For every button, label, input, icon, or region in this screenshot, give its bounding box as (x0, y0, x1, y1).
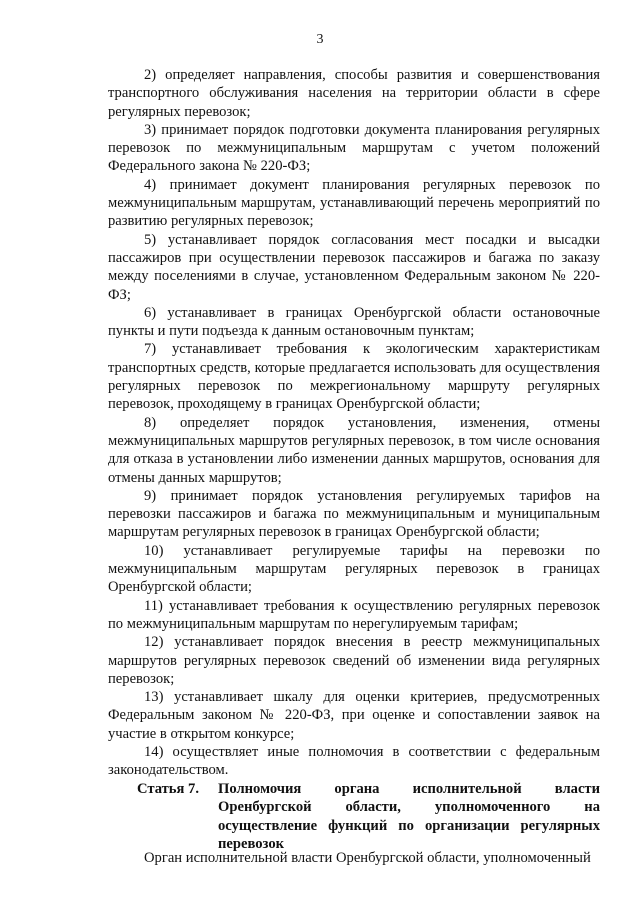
list-item: 8) определяет порядок установления, изменения, отмены межмуниципальных маршрутов регулярных перевозок, в том числе основания для отказа в установлении либо изменении данных маршрутов, основания для отмены данных маршрутов; (108, 414, 600, 486)
powers-list (108, 66, 600, 780)
list-item: 3) принимает порядок подготовки документа планирования регулярных перевозок по межмуниципальным маршрутам с учетом положений Федерального закона № 220-ФЗ; (108, 121, 600, 175)
list-item: 7) устанавливает требования к экологическим характеристикам транспортных средств, которые предлагается использовать для осуществления регулярных перевозок по межрегиональному маршруту регулярных перевозок, проходящему в границах Оренбургской области; (108, 341, 600, 413)
article-heading (108, 780, 600, 853)
list-item: 4) принимает документ планирования регулярных перевозок по межмуниципальным маршрутам, устанавливающий перечень мероприятий по развитию регулярных перевозок; (108, 176, 600, 230)
list-item: 6) устанавливает в границах Оренбургской области остановочные пункты и пути подъезда к данным остановочным пунктам; (108, 304, 600, 340)
list-item: 2) определяет направления, способы развития и совершенствования транспортного обслуживания населения на территории области в сфере регулярных перевозок; (108, 67, 600, 120)
article-title: Полномочия органа исполнительной власти Оренбургской области, уполномоченного на осуществление функций по организации регулярных перевозок (218, 781, 600, 852)
list-item: 11) устанавливает требования к осуществлению регулярных перевозок по межмуниципальным маршрутам по нерегулируемым тарифам; (108, 597, 600, 632)
list-item: 9) принимает порядок установления регулируемых тарифов на перевозки пассажиров и багажа по межмуниципальным и муниципальным маршрутам регулярных перевозок в границах Оренбургской области; (108, 487, 600, 541)
page-number: 3 (316, 32, 324, 47)
article-label: Статья 7. (137, 781, 199, 797)
list-item: 14) осуществляет иные полномочия в соответствии с федеральным законодательством. (108, 743, 600, 779)
list-item: 13) устанавливает шкалу для оценки критериев, предусмотренных Федеральным законом № 220-ФЗ, при оценке и сопоставлении заявок на участие в открытом конкурсе; (108, 689, 600, 742)
closing-paragraph: Орган исполнительной власти Оренбургской области, уполномоченный (144, 850, 591, 866)
list-item: 5) устанавливает порядок согласования мест посадки и высадки пассажиров при осуществлении перевозок пассажиров и багажа по заказу между поселениями в случае, установленном Федеральным законом № 220-ФЗ; (108, 231, 600, 303)
list-item: 12) устанавливает порядок внесения в реестр межмуниципальных маршрутов регулярных перевозок сведений об изменении вида регулярных перевозок; (108, 634, 600, 687)
list-item: 10) устанавливает регулируемые тарифы на перевозки по межмуниципальным маршрутам регулярных перевозок в границах Оренбургской области; (108, 542, 600, 596)
